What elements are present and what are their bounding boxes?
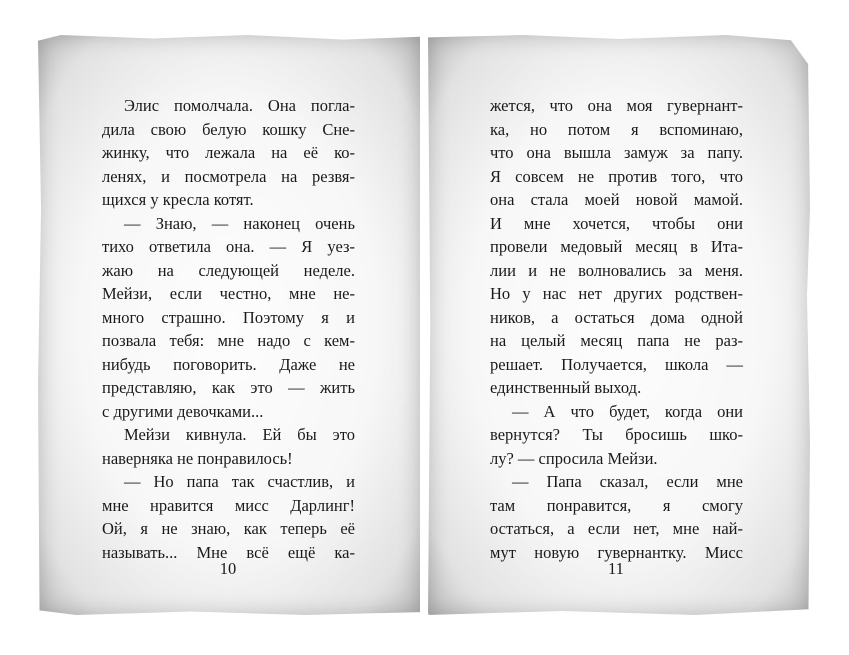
text-line: Мейзи кивнула. Ей бы это (124, 425, 355, 444)
text-line: мут новую гувернантку. Мисс (490, 542, 743, 562)
text-line: Ой, я не знаю, как теперь её (102, 519, 355, 538)
text-line: жется, что она моя гувернант- (490, 96, 743, 115)
text-line: провели медовый месяц в Ита- (490, 237, 743, 256)
text-line: тихо ответила она. — Я уез- (102, 237, 355, 256)
text-line: щихся у кресла котят. (102, 190, 254, 209)
text-line: ка, но потом я вспоминаю, (490, 119, 743, 139)
page-number-right: 11 (608, 559, 624, 578)
text-line: представляю, как это — жить (102, 378, 355, 397)
text-line: — А что будет, когда они (512, 401, 743, 421)
page-number-left: 10 (219, 559, 237, 578)
text-line: Элис помолчала. Она погла- (124, 96, 355, 115)
text-line: что она вышла замуж за папу. (490, 143, 743, 162)
right-page-text (490, 94, 743, 564)
text-line: позвала тебя: мне надо с кем- (102, 331, 355, 350)
text-line: вернутся? Ты бросишь шко- (490, 425, 743, 444)
left-page-text (102, 94, 355, 564)
text-line: И мне хочется, чтобы они (490, 213, 743, 233)
text-line: на целый месяц папа не раз- (490, 331, 743, 350)
text-line: — Но папа так счастлив, и (124, 472, 355, 491)
text-line: нибудь поговорить. Даже не (102, 354, 355, 374)
text-line: жинку, что лежала на её ко- (102, 143, 355, 162)
text-line: с другими девочками... (102, 401, 264, 421)
text-line: жаю на следующей неделе. (102, 260, 355, 280)
text-line: остаться, а если нет, мне най- (490, 519, 743, 538)
text-line: она стала моей новой мамой. (490, 190, 743, 209)
text-line: единственный выход. (490, 378, 642, 397)
text-line: Мейзи, если честно, мне не- (102, 284, 355, 303)
text-line: мне нравится мисс Дарлинг! (102, 495, 355, 515)
text-line: ленях, и посмотрела на резвя- (102, 166, 355, 186)
text-line: лии и не волновались за меня. (490, 260, 743, 280)
text-line: Но у нас нет других родствен- (490, 284, 743, 303)
text-line: там понравится, я смогу (490, 495, 743, 515)
text-line: решает. Получается, школа — (490, 354, 743, 374)
text-line: наверняка не понравилось! (102, 448, 293, 468)
text-line: — Знаю, — наконец очень (124, 213, 355, 233)
text-line: дила свою белую кошку Сне- (102, 119, 355, 139)
text-line: лу? — спросила Мейзи. (490, 448, 658, 468)
text-line: называть... Мне всё ещё ка- (102, 542, 355, 562)
text-line: Я совсем не против того, что (490, 166, 743, 186)
text-line: много страшно. Поэтому я и (102, 307, 355, 327)
text-line: — Папа сказал, если мне (512, 472, 743, 491)
text-line: ников, а остаться дома одной (490, 307, 743, 327)
